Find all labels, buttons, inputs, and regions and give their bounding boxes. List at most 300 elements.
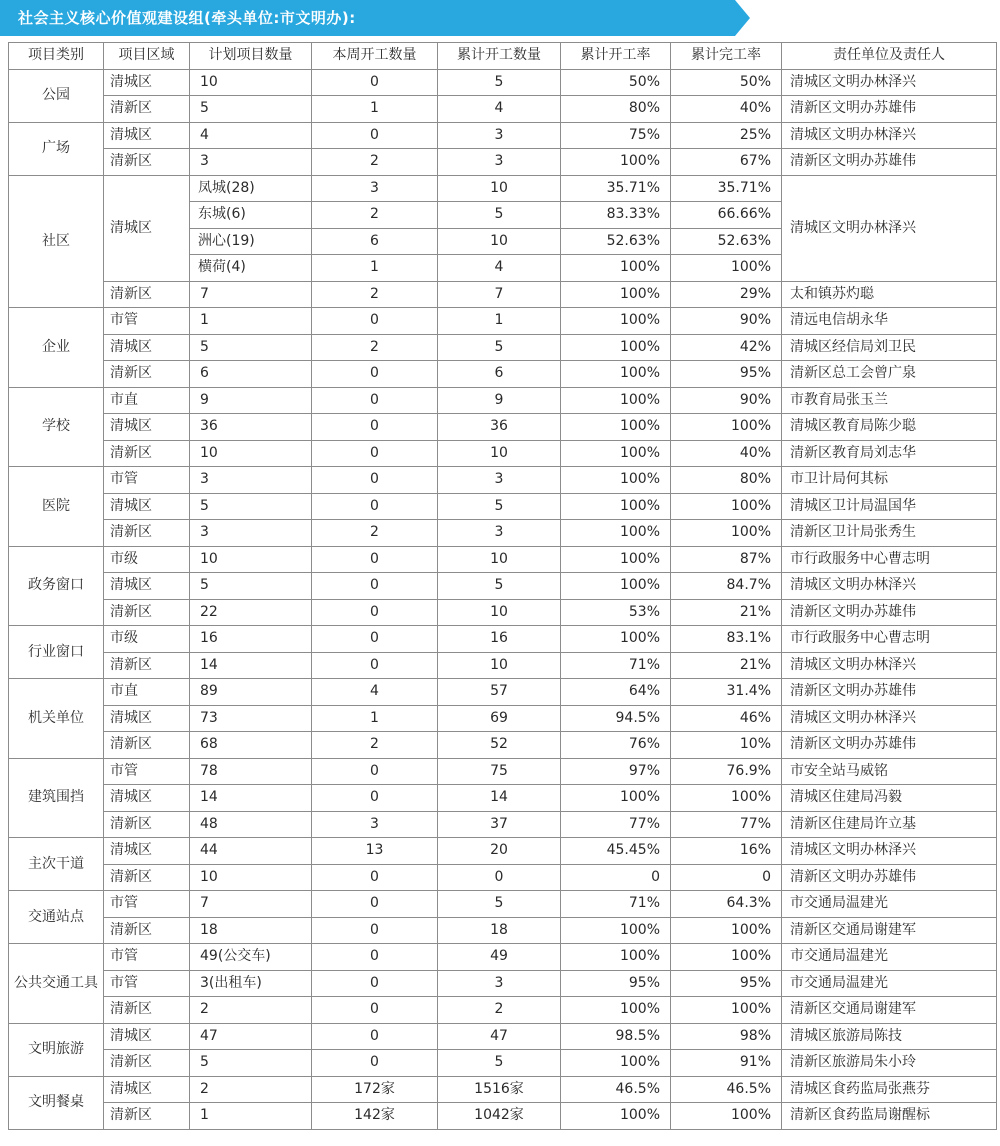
- total-count-cell: 4: [438, 255, 561, 282]
- owner-cell: 清新区食药监局谢醒标: [782, 1103, 997, 1130]
- table-row: [9, 1023, 997, 1050]
- done-rate-cell: 100%: [671, 785, 782, 812]
- plan-count-cell: 22: [190, 599, 312, 626]
- total-count-cell: 6: [438, 361, 561, 388]
- category-cell: 公园: [9, 69, 104, 122]
- done-rate-cell: 100%: [671, 917, 782, 944]
- region-cell: 清城区: [104, 493, 190, 520]
- total-count-cell: 57: [438, 679, 561, 706]
- total-count-cell: 0: [438, 864, 561, 891]
- region-cell: 市管: [104, 467, 190, 494]
- start-rate-cell: 71%: [561, 891, 671, 918]
- table-row: [9, 652, 997, 679]
- total-count-cell: 52: [438, 732, 561, 759]
- table-row: [9, 1103, 997, 1130]
- table-row: [9, 573, 997, 600]
- owner-cell: 清新区文明办苏雄伟: [782, 599, 997, 626]
- done-rate-cell: 31.4%: [671, 679, 782, 706]
- done-rate-cell: 25%: [671, 122, 782, 149]
- week-count-cell: 0: [312, 997, 438, 1024]
- owner-cell: 清城区教育局陈少聪: [782, 414, 997, 441]
- done-rate-cell: 80%: [671, 467, 782, 494]
- total-count-cell: 49: [438, 944, 561, 971]
- plan-count-cell: 44: [190, 838, 312, 865]
- done-rate-cell: 98%: [671, 1023, 782, 1050]
- start-rate-cell: 100%: [561, 308, 671, 335]
- region-cell: 清新区: [104, 732, 190, 759]
- banner-title: 社会主义核心价值观建设组(牵头单位:市文明办):: [18, 9, 356, 27]
- category-cell: 交通站点: [9, 891, 104, 944]
- week-count-cell: 0: [312, 493, 438, 520]
- table-row: [9, 520, 997, 547]
- week-count-cell: 4: [312, 679, 438, 706]
- plan-count-cell: 68: [190, 732, 312, 759]
- header-row: [9, 43, 997, 70]
- week-count-cell: 0: [312, 122, 438, 149]
- total-count-cell: 3: [438, 122, 561, 149]
- owner-cell: 清城区卫计局温国华: [782, 493, 997, 520]
- table-row: [9, 122, 997, 149]
- start-rate-cell: 100%: [561, 440, 671, 467]
- plan-count-cell: 5: [190, 334, 312, 361]
- plan-count-cell: 89: [190, 679, 312, 706]
- plan-count-cell: 36: [190, 414, 312, 441]
- region-cell: 清新区: [104, 96, 190, 123]
- total-count-cell: 1042家: [438, 1103, 561, 1130]
- owner-cell: 清城区旅游局陈技: [782, 1023, 997, 1050]
- region-cell: 清城区: [104, 705, 190, 732]
- start-rate-cell: 100%: [561, 387, 671, 414]
- start-rate-cell: 100%: [561, 255, 671, 282]
- plan-count-cell: 5: [190, 493, 312, 520]
- total-count-cell: 9: [438, 387, 561, 414]
- table-row: [9, 599, 997, 626]
- week-count-cell: 0: [312, 944, 438, 971]
- total-count-cell: 5: [438, 334, 561, 361]
- done-rate-cell: 100%: [671, 997, 782, 1024]
- start-rate-cell: 100%: [561, 997, 671, 1024]
- plan-count-cell: 3: [190, 149, 312, 176]
- region-cell: 市管: [104, 308, 190, 335]
- table-row: [9, 175, 997, 202]
- owner-cell: 清新区文明办苏雄伟: [782, 732, 997, 759]
- start-rate-cell: 100%: [561, 626, 671, 653]
- done-rate-cell: 100%: [671, 1103, 782, 1130]
- total-count-cell: 10: [438, 228, 561, 255]
- plan-count-cell: 10: [190, 440, 312, 467]
- sub-area-cell: 凤城(28): [190, 175, 312, 202]
- done-rate-cell: 21%: [671, 652, 782, 679]
- start-rate-cell: 100%: [561, 149, 671, 176]
- total-count-cell: 10: [438, 546, 561, 573]
- header-total: 累计开工数量: [438, 43, 561, 70]
- total-count-cell: 2: [438, 997, 561, 1024]
- region-cell: 市管: [104, 970, 190, 997]
- total-count-cell: 3: [438, 970, 561, 997]
- table-row: [9, 387, 997, 414]
- plan-count-cell: 5: [190, 573, 312, 600]
- owner-cell: 清新区文明办苏雄伟: [782, 149, 997, 176]
- start-rate-cell: 0: [561, 864, 671, 891]
- week-count-cell: 0: [312, 758, 438, 785]
- category-cell: 行业窗口: [9, 626, 104, 679]
- start-rate-cell: 95%: [561, 970, 671, 997]
- done-rate-cell: 52.63%: [671, 228, 782, 255]
- plan-count-cell: 6: [190, 361, 312, 388]
- table-row: [9, 440, 997, 467]
- done-rate-cell: 95%: [671, 970, 782, 997]
- done-rate-cell: 35.71%: [671, 175, 782, 202]
- owner-cell: 清城区文明办林泽兴: [782, 175, 997, 281]
- plan-count-cell: 49(公交车): [190, 944, 312, 971]
- done-rate-cell: 90%: [671, 308, 782, 335]
- total-count-cell: 10: [438, 652, 561, 679]
- done-rate-cell: 50%: [671, 69, 782, 96]
- week-count-cell: 0: [312, 652, 438, 679]
- done-rate-cell: 67%: [671, 149, 782, 176]
- region-cell: 市管: [104, 758, 190, 785]
- header-week: 本周开工数量: [312, 43, 438, 70]
- done-rate-cell: 0: [671, 864, 782, 891]
- plan-count-cell: 47: [190, 1023, 312, 1050]
- plan-count-cell: 5: [190, 96, 312, 123]
- done-rate-cell: 77%: [671, 811, 782, 838]
- week-count-cell: 1: [312, 96, 438, 123]
- table-row: [9, 493, 997, 520]
- sub-area-cell: 东城(6): [190, 202, 312, 229]
- done-rate-cell: 100%: [671, 520, 782, 547]
- done-rate-cell: 91%: [671, 1050, 782, 1077]
- done-rate-cell: 46%: [671, 705, 782, 732]
- sub-area-cell: 洲心(19): [190, 228, 312, 255]
- start-rate-cell: 53%: [561, 599, 671, 626]
- plan-count-cell: 10: [190, 69, 312, 96]
- plan-count-cell: 7: [190, 281, 312, 308]
- start-rate-cell: 77%: [561, 811, 671, 838]
- owner-cell: 清新区文明办苏雄伟: [782, 864, 997, 891]
- category-cell: 文明餐桌: [9, 1076, 104, 1129]
- category-cell: 政务窗口: [9, 546, 104, 626]
- owner-cell: 清城区住建局冯毅: [782, 785, 997, 812]
- start-rate-cell: 100%: [561, 785, 671, 812]
- table-row: [9, 414, 997, 441]
- owner-cell: 清城区食药监局张燕芬: [782, 1076, 997, 1103]
- week-count-cell: 0: [312, 361, 438, 388]
- category-cell: 建筑围挡: [9, 758, 104, 838]
- table-row: [9, 361, 997, 388]
- region-cell: 清新区: [104, 997, 190, 1024]
- week-count-cell: 142家: [312, 1103, 438, 1130]
- total-count-cell: 18: [438, 917, 561, 944]
- owner-cell: 市卫计局何其标: [782, 467, 997, 494]
- week-count-cell: 0: [312, 69, 438, 96]
- category-cell: 公共交通工具: [9, 944, 104, 1024]
- table-row: [9, 997, 997, 1024]
- total-count-cell: 10: [438, 599, 561, 626]
- week-count-cell: 172家: [312, 1076, 438, 1103]
- table-row: [9, 1076, 997, 1103]
- region-cell: 清城区: [104, 785, 190, 812]
- plan-count-cell: 10: [190, 864, 312, 891]
- week-count-cell: 0: [312, 785, 438, 812]
- plan-count-cell: 3: [190, 467, 312, 494]
- owner-cell: 清新区教育局刘志华: [782, 440, 997, 467]
- start-rate-cell: 100%: [561, 281, 671, 308]
- owner-cell: 清城区文明办林泽兴: [782, 122, 997, 149]
- table-row: [9, 705, 997, 732]
- owner-cell: 市行政服务中心曹志明: [782, 626, 997, 653]
- done-rate-cell: 100%: [671, 493, 782, 520]
- done-rate-cell: 100%: [671, 414, 782, 441]
- total-count-cell: 20: [438, 838, 561, 865]
- section-banner: [0, 0, 1000, 36]
- owner-cell: 清新区总工会曾广泉: [782, 361, 997, 388]
- region-cell: 清新区: [104, 864, 190, 891]
- start-rate-cell: 100%: [561, 334, 671, 361]
- week-count-cell: 0: [312, 573, 438, 600]
- region-cell: 清城区: [104, 1023, 190, 1050]
- owner-cell: 清城区文明办林泽兴: [782, 705, 997, 732]
- done-rate-cell: 29%: [671, 281, 782, 308]
- plan-count-cell: 9: [190, 387, 312, 414]
- region-cell: 清城区: [104, 69, 190, 96]
- table-row: [9, 944, 997, 971]
- start-rate-cell: 98.5%: [561, 1023, 671, 1050]
- region-cell: 清新区: [104, 599, 190, 626]
- week-count-cell: 0: [312, 864, 438, 891]
- category-cell: 社区: [9, 175, 104, 308]
- done-rate-cell: 76.9%: [671, 758, 782, 785]
- category-cell: 医院: [9, 467, 104, 547]
- table-row: [9, 838, 997, 865]
- owner-cell: 清远电信胡永华: [782, 308, 997, 335]
- owner-cell: 清城区文明办林泽兴: [782, 573, 997, 600]
- start-rate-cell: 45.45%: [561, 838, 671, 865]
- total-count-cell: 7: [438, 281, 561, 308]
- total-count-cell: 36: [438, 414, 561, 441]
- start-rate-cell: 76%: [561, 732, 671, 759]
- owner-cell: 清城区文明办林泽兴: [782, 652, 997, 679]
- owner-cell: 清新区住建局许立基: [782, 811, 997, 838]
- region-cell: 市级: [104, 626, 190, 653]
- done-rate-cell: 100%: [671, 255, 782, 282]
- start-rate-cell: 100%: [561, 361, 671, 388]
- plan-count-cell: 3: [190, 520, 312, 547]
- week-count-cell: 0: [312, 308, 438, 335]
- plan-count-cell: 10: [190, 546, 312, 573]
- week-count-cell: 2: [312, 732, 438, 759]
- owner-cell: 清城区文明办林泽兴: [782, 69, 997, 96]
- owner-cell: 清新区文明办苏雄伟: [782, 679, 997, 706]
- region-cell: 清新区: [104, 652, 190, 679]
- region-cell: 清城区: [104, 334, 190, 361]
- region-cell: 清城区: [104, 1076, 190, 1103]
- table-row: [9, 281, 997, 308]
- category-cell: 机关单位: [9, 679, 104, 759]
- total-count-cell: 69: [438, 705, 561, 732]
- week-count-cell: 0: [312, 626, 438, 653]
- plan-count-cell: 48: [190, 811, 312, 838]
- table-row: [9, 679, 997, 706]
- table-row: [9, 308, 997, 335]
- week-count-cell: 6: [312, 228, 438, 255]
- table-row: [9, 626, 997, 653]
- done-rate-cell: 16%: [671, 838, 782, 865]
- header-plan: 计划项目数量: [190, 43, 312, 70]
- total-count-cell: 5: [438, 69, 561, 96]
- done-rate-cell: 84.7%: [671, 573, 782, 600]
- week-count-cell: 2: [312, 202, 438, 229]
- plan-count-cell: 16: [190, 626, 312, 653]
- table-row: [9, 970, 997, 997]
- done-rate-cell: 83.1%: [671, 626, 782, 653]
- category-cell: 主次干道: [9, 838, 104, 891]
- done-rate-cell: 95%: [671, 361, 782, 388]
- total-count-cell: 47: [438, 1023, 561, 1050]
- table-row: [9, 758, 997, 785]
- category-cell: 企业: [9, 308, 104, 388]
- week-count-cell: 0: [312, 414, 438, 441]
- owner-cell: 清城区文明办林泽兴: [782, 838, 997, 865]
- start-rate-cell: 100%: [561, 1103, 671, 1130]
- total-count-cell: 5: [438, 891, 561, 918]
- week-count-cell: 1: [312, 705, 438, 732]
- start-rate-cell: 52.63%: [561, 228, 671, 255]
- header-category: 项目类别: [9, 43, 104, 70]
- start-rate-cell: 50%: [561, 69, 671, 96]
- table-row: [9, 467, 997, 494]
- done-rate-cell: 40%: [671, 96, 782, 123]
- region-cell: 市级: [104, 546, 190, 573]
- owner-cell: 清新区交通局谢建军: [782, 917, 997, 944]
- week-count-cell: 0: [312, 467, 438, 494]
- done-rate-cell: 42%: [671, 334, 782, 361]
- total-count-cell: 10: [438, 175, 561, 202]
- table-row: [9, 891, 997, 918]
- table-row: [9, 864, 997, 891]
- total-count-cell: 5: [438, 1050, 561, 1077]
- week-count-cell: 0: [312, 546, 438, 573]
- category-cell: 广场: [9, 122, 104, 175]
- total-count-cell: 16: [438, 626, 561, 653]
- total-count-cell: 37: [438, 811, 561, 838]
- done-rate-cell: 46.5%: [671, 1076, 782, 1103]
- table-row: [9, 546, 997, 573]
- plan-count-cell: 1: [190, 1103, 312, 1130]
- table-row: [9, 917, 997, 944]
- done-rate-cell: 66.66%: [671, 202, 782, 229]
- done-rate-cell: 64.3%: [671, 891, 782, 918]
- region-cell: 清新区: [104, 811, 190, 838]
- start-rate-cell: 35.71%: [561, 175, 671, 202]
- week-count-cell: 2: [312, 281, 438, 308]
- owner-cell: 市交通局温建光: [782, 891, 997, 918]
- table-row: [9, 811, 997, 838]
- category-cell: 文明旅游: [9, 1023, 104, 1076]
- plan-count-cell: 3(出租车): [190, 970, 312, 997]
- done-rate-cell: 100%: [671, 944, 782, 971]
- week-count-cell: 0: [312, 387, 438, 414]
- plan-count-cell: 14: [190, 652, 312, 679]
- owner-cell: 市行政服务中心曹志明: [782, 546, 997, 573]
- week-count-cell: 0: [312, 917, 438, 944]
- start-rate-cell: 83.33%: [561, 202, 671, 229]
- done-rate-cell: 87%: [671, 546, 782, 573]
- start-rate-cell: 100%: [561, 546, 671, 573]
- owner-cell: 市教育局张玉兰: [782, 387, 997, 414]
- plan-count-cell: 73: [190, 705, 312, 732]
- total-count-cell: 4: [438, 96, 561, 123]
- owner-cell: 清城区经信局刘卫民: [782, 334, 997, 361]
- start-rate-cell: 100%: [561, 1050, 671, 1077]
- week-count-cell: 1: [312, 255, 438, 282]
- start-rate-cell: 100%: [561, 520, 671, 547]
- region-cell: 市管: [104, 944, 190, 971]
- owner-cell: 清新区卫计局张秀生: [782, 520, 997, 547]
- total-count-cell: 1516家: [438, 1076, 561, 1103]
- total-count-cell: 10: [438, 440, 561, 467]
- start-rate-cell: 94.5%: [561, 705, 671, 732]
- table-row: [9, 334, 997, 361]
- week-count-cell: 0: [312, 440, 438, 467]
- header-owner: 责任单位及责任人: [782, 43, 997, 70]
- start-rate-cell: 100%: [561, 414, 671, 441]
- total-count-cell: 5: [438, 573, 561, 600]
- total-count-cell: 3: [438, 520, 561, 547]
- start-rate-cell: 100%: [561, 493, 671, 520]
- done-rate-cell: 10%: [671, 732, 782, 759]
- start-rate-cell: 100%: [561, 944, 671, 971]
- region-cell: 清城区: [104, 573, 190, 600]
- plan-count-cell: 4: [190, 122, 312, 149]
- header-region: 项目区域: [104, 43, 190, 70]
- total-count-cell: 1: [438, 308, 561, 335]
- owner-cell: 清新区旅游局朱小玲: [782, 1050, 997, 1077]
- start-rate-cell: 100%: [561, 467, 671, 494]
- total-count-cell: 14: [438, 785, 561, 812]
- total-count-cell: 5: [438, 202, 561, 229]
- region-cell: 清城区: [104, 175, 190, 281]
- owner-cell: 市交通局温建光: [782, 944, 997, 971]
- plan-count-cell: 14: [190, 785, 312, 812]
- start-rate-cell: 100%: [561, 917, 671, 944]
- owner-cell: 市交通局温建光: [782, 970, 997, 997]
- start-rate-cell: 64%: [561, 679, 671, 706]
- region-cell: 清新区: [104, 281, 190, 308]
- plan-count-cell: 1: [190, 308, 312, 335]
- week-count-cell: 0: [312, 891, 438, 918]
- table-row: [9, 1050, 997, 1077]
- region-cell: 清新区: [104, 917, 190, 944]
- week-count-cell: 13: [312, 838, 438, 865]
- region-cell: 清新区: [104, 440, 190, 467]
- week-count-cell: 2: [312, 520, 438, 547]
- start-rate-cell: 71%: [561, 652, 671, 679]
- week-count-cell: 0: [312, 1023, 438, 1050]
- region-cell: 清新区: [104, 1050, 190, 1077]
- week-count-cell: 0: [312, 970, 438, 997]
- plan-count-cell: 5: [190, 1050, 312, 1077]
- week-count-cell: 2: [312, 334, 438, 361]
- region-cell: 市直: [104, 387, 190, 414]
- total-count-cell: 3: [438, 149, 561, 176]
- table-row: [9, 732, 997, 759]
- done-rate-cell: 40%: [671, 440, 782, 467]
- week-count-cell: 0: [312, 1050, 438, 1077]
- table-row: [9, 69, 997, 96]
- start-rate-cell: 46.5%: [561, 1076, 671, 1103]
- owner-cell: 市安全站马威铭: [782, 758, 997, 785]
